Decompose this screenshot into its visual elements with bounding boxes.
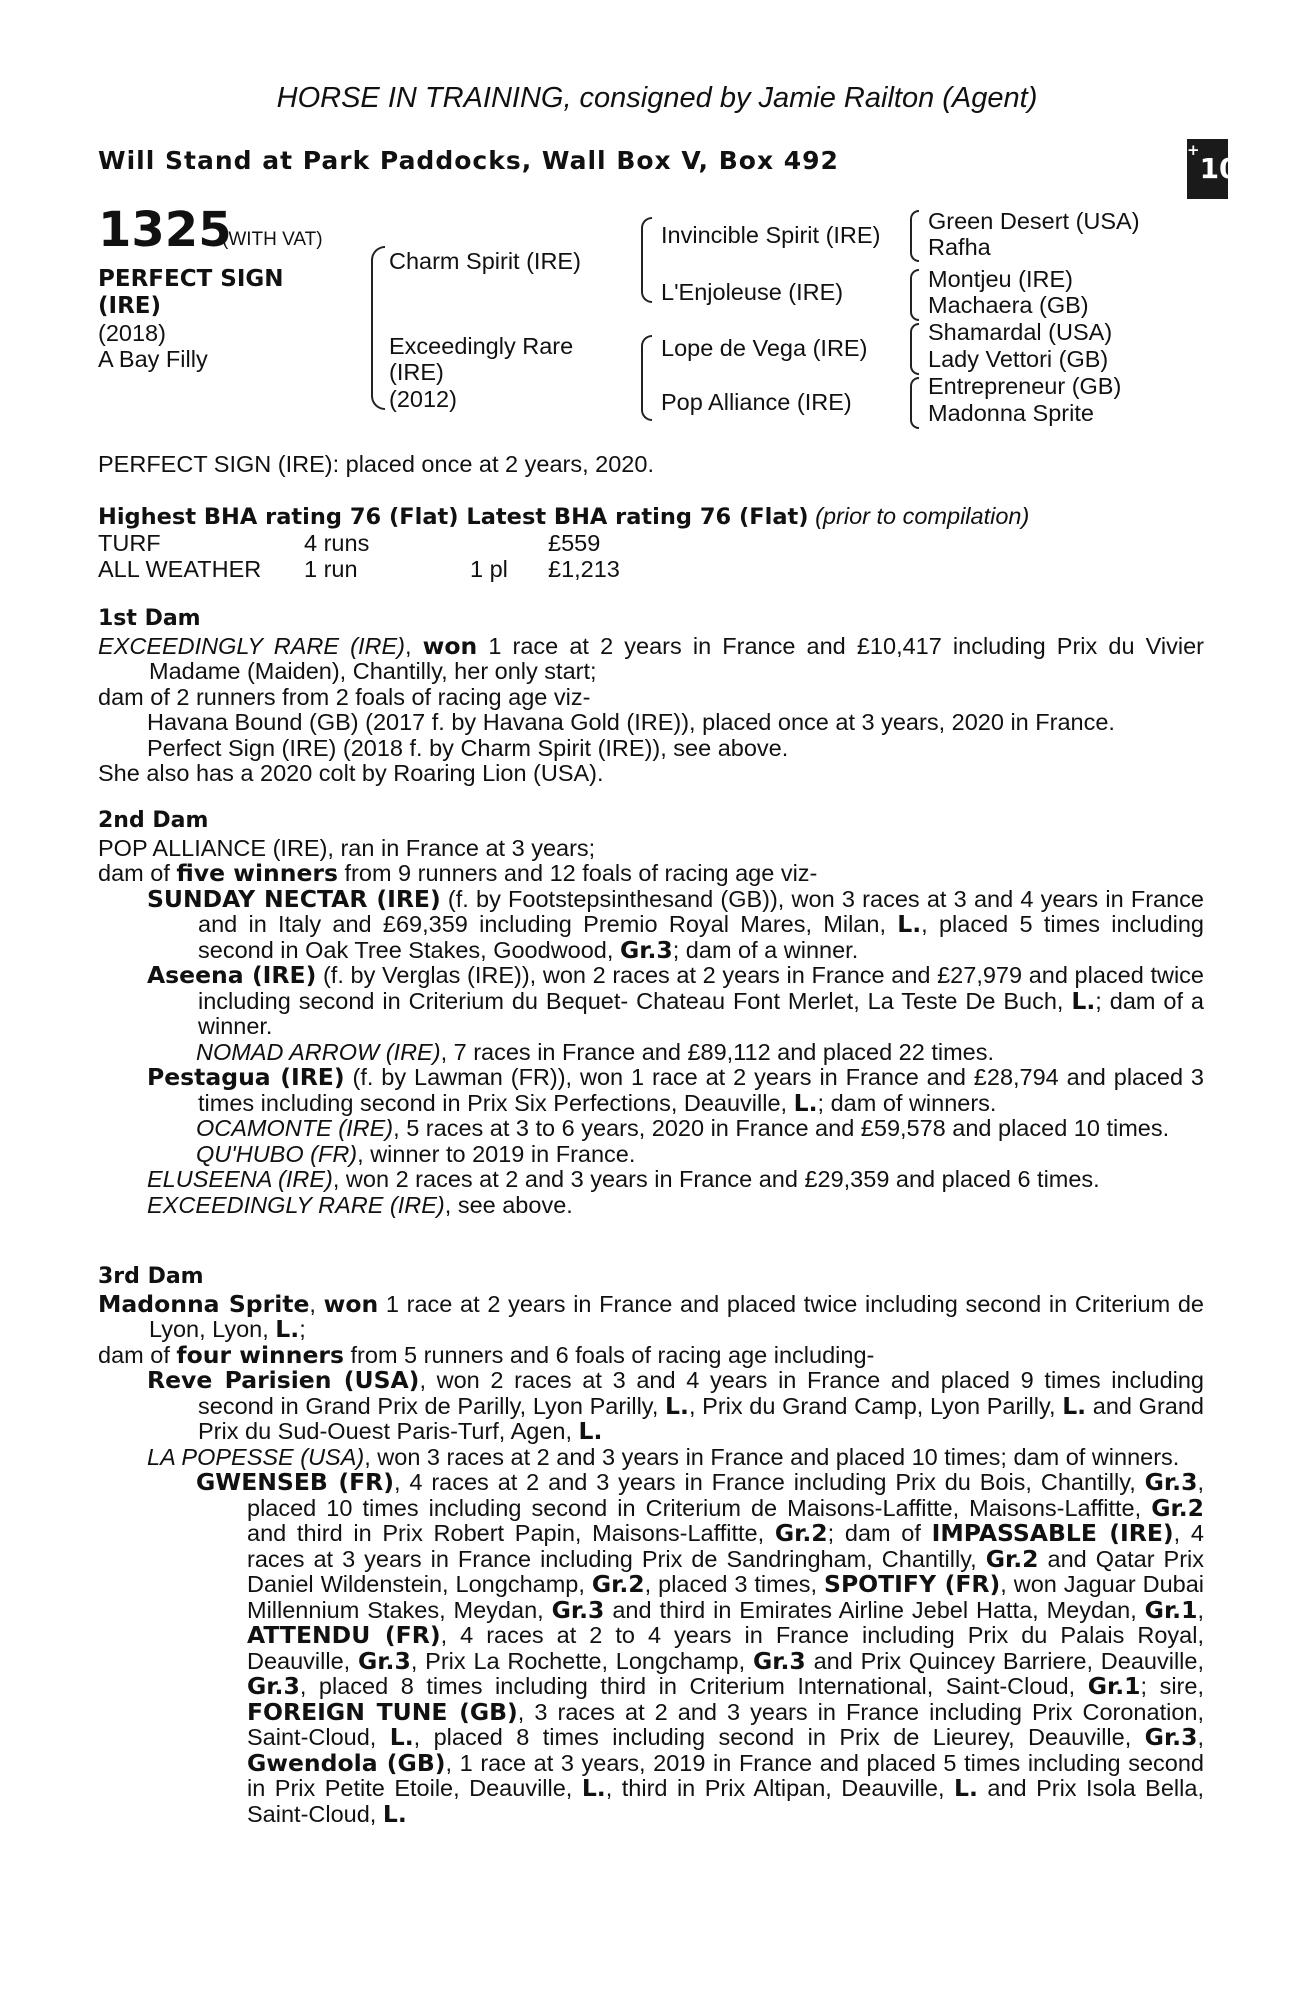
pedigree-brace: [910, 269, 919, 321]
third-dam-section: [98, 1264, 1204, 1827]
t: ; sire,: [1140, 1673, 1204, 1699]
dam-record: 1 race at 2 years in France and £10,417 including Prix du Vivier Madame (Maiden), Chantilly, her only start;: [149, 632, 1204, 684]
produce-name: ATTENDU (FR): [247, 1621, 441, 1649]
first-dam-heading: 1st Dam: [98, 606, 201, 631]
produce-eluseena: [98, 1167, 1204, 1193]
produce-name: FOREIGN TUNE (GB): [247, 1697, 518, 1726]
t: , Prix du Grand Camp, Lyon Parilly,: [688, 1392, 1063, 1419]
t: from 9 runners and 12 foals of racing age viz-: [337, 860, 818, 886]
t: 1 race at 2 years in France and placed twice including second in Criterium de Lyon, Lyon,: [149, 1290, 1204, 1342]
pedigree-g3-3: Montjeu (IRE): [928, 266, 1073, 292]
pedigree-brace: [910, 210, 919, 262]
produce-name: SPOTIFY (FR): [824, 1570, 1001, 1598]
t: , 4 races at 2 and 3 years in France including Prix du Bois, Chantilly,: [393, 1469, 1145, 1495]
pedigree-g3-6: Lady Vettori (GB): [928, 346, 1109, 372]
session-badge: [1187, 139, 1239, 199]
listed-label: L.: [793, 1088, 818, 1117]
t: , see above.: [444, 1191, 573, 1218]
produce-nomad-arrow: [98, 1040, 1204, 1066]
group-label: Gr.3: [1144, 1468, 1198, 1496]
pedigree-granddam: L'Enjoleuse (IRE): [661, 279, 844, 305]
first-dam-note: She also has a 2020 colt by Roaring Lion (USA).: [98, 760, 604, 786]
group-label: Gr.3: [752, 1646, 806, 1675]
produce-exceedingly-rare: [98, 1193, 1204, 1219]
pedigree-g3-8: Madonna Sprite: [928, 400, 1094, 426]
record-placed-2: 1 pl: [470, 556, 508, 582]
pedigree-bracket: [641, 217, 652, 303]
listed-label: L.: [1071, 986, 1096, 1015]
group-label: Gr.3: [619, 935, 673, 964]
pedigree-g3-4: Machaera (GB): [928, 292, 1089, 318]
produce-la-popesse: [98, 1445, 1204, 1471]
pedigree-bracket: [641, 335, 652, 421]
vat-note: (WITH VAT): [222, 229, 323, 250]
produce-name: Aseena (IRE): [147, 961, 317, 989]
listed-label: L.: [578, 1417, 603, 1445]
t: and Qatar Prix Daniel Wildenstein, Longchamp,: [247, 1545, 1205, 1597]
produce-name: EXCEEDINGLY RARE (IRE): [147, 1191, 445, 1218]
t: and third in Prix Robert Papin, Maisons-Laffitte,: [247, 1520, 775, 1546]
t: and Prix Quincey Barriere, Deauville,: [805, 1647, 1204, 1674]
pedigree-g3-7: Entrepreneur (GB): [928, 373, 1122, 399]
produce-name: SUNDAY NECTAR (IRE): [147, 884, 441, 913]
t: ,: [1197, 1724, 1204, 1750]
dam-name: EXCEEDINGLY RARE (IRE): [98, 632, 405, 659]
t: and Prix Isola Bella, Saint-Cloud,: [247, 1775, 1204, 1827]
t: , 1 race at 3 years, 2019 in France and placed 5 times including second in Prix Petite Etoile, Deauville,: [247, 1749, 1204, 1801]
pedigree-dam-line2: (IRE): [389, 359, 444, 385]
won-label: won: [422, 631, 478, 660]
bha-ratings: [98, 503, 1029, 530]
listed-label: L.: [1062, 1391, 1087, 1420]
t: and Grand Prix du Sud-Ouest Paris-Turf, Agen,: [198, 1392, 1204, 1444]
listed-label: L.: [897, 910, 922, 938]
produce-name: ELUSEENA (IRE): [147, 1166, 333, 1192]
group-label: Gr.3: [247, 1672, 300, 1700]
pedigree-g3-5: Shamardal (USA): [928, 319, 1113, 345]
pedigree-dam-line1: Exceedingly Rare: [389, 333, 574, 359]
t: (f. by Footstepsinthesand (GB)), won 3 races at 3 and 4 years in France and in Italy and £69,359 including Premio Royal Mares, Milan,: [198, 885, 1204, 937]
group-label: Gr.2: [591, 1570, 645, 1598]
winners-count: four winners: [176, 1340, 344, 1369]
t: ; dam of a winner.: [672, 936, 859, 963]
third-dam-heading: 3rd Dam: [98, 1264, 204, 1289]
won-label: won: [323, 1289, 379, 1318]
pedigree-damsire: Lope de Vega (IRE): [661, 335, 868, 361]
pedigree-bracket: [371, 246, 385, 410]
stand-location: Will Stand at Park Paddocks, Wall Box V, Box 492: [98, 146, 839, 175]
pedigree-g3-2: Rafha: [928, 234, 991, 260]
t: , placed 8 times including third in Criterium International, Saint-Cloud,: [299, 1673, 1088, 1699]
record-surface-2: ALL WEATHER: [98, 556, 262, 582]
horse-sex: A Bay Filly: [98, 346, 208, 372]
horse-year: (2018): [98, 320, 166, 346]
first-dam-produce-intro: dam of 2 runners from 2 foals of racing age viz-: [98, 683, 591, 710]
group-label: Gr.1: [1087, 1672, 1141, 1700]
pedigree-brace: [910, 377, 919, 429]
record-prize-2: £1,213: [548, 556, 620, 582]
t: , won 3 races at 2 and 3 years in France and placed 10 times; dam of winners.: [364, 1443, 1180, 1470]
second-dam-produce-intro: [98, 861, 1204, 887]
produce-perfect-sign: Perfect Sign (IRE) (2018 f. by Charm Spirit (IRE)), see above.: [147, 734, 789, 761]
produce-reve-parisien: [98, 1368, 1204, 1445]
produce-gwenseb: [98, 1470, 1204, 1827]
produce-aseena: [98, 963, 1204, 1040]
produce-havana-bound: Havana Bound (GB) (2017 f. by Havana Gold (IRE)), placed once at 3 years, 2020 in France.: [147, 709, 1115, 735]
produce-name: LA POPESSE (USA): [147, 1443, 365, 1470]
t: , placed 8 times including second in Prix de Lieurey, Deauville,: [413, 1724, 1145, 1750]
produce-name: NOMAD ARROW (IRE): [196, 1038, 441, 1065]
t: ,: [1197, 1596, 1204, 1623]
t: , placed 5 times including second in Oak Tree Stakes, Goodwood,: [198, 911, 1204, 963]
t: , winner to 2019 in France.: [357, 1140, 636, 1167]
t: , 3 races at 2 and 3 years in France including Prix Coronation, Saint-Cloud,: [247, 1698, 1204, 1750]
t: , won 2 races at 3 and 4 years in France and placed 9 times including second in Grand Prix de Parilly, Lyon Parilly,: [198, 1367, 1204, 1419]
produce-name: OCAMONTE (IRE): [196, 1115, 394, 1141]
t: ; dam of: [827, 1520, 932, 1546]
t: , won Jaguar Dubai Millennium Stakes, Meydan,: [247, 1571, 1205, 1623]
t: from 5 runners and 6 foals of racing age including-: [344, 1341, 875, 1368]
produce-name: GWENSEB (FR): [196, 1468, 394, 1496]
group-label: Gr.3: [551, 1595, 605, 1624]
t: , placed 10 times including second in Criterium de Maisons-Laffitte, Maisons-Laffitte,: [247, 1469, 1204, 1521]
second-dam-section: [98, 808, 1204, 1218]
produce-sunday-nectar: [98, 884, 1204, 964]
pedigree-brace: [910, 323, 919, 375]
bha-ratings-note: (prior to compilation): [815, 503, 1030, 529]
t: , 5 races at 3 to 6 years, 2020 in France and £59,578 and placed 10 times.: [393, 1115, 1170, 1141]
group-label: Gr.1: [1144, 1595, 1198, 1624]
t: , 7 races in France and £89,112 and placed 22 times.: [440, 1038, 995, 1065]
pedigree-dams-dam: Pop Alliance (IRE): [661, 389, 852, 415]
listed-label: L.: [953, 1774, 978, 1802]
produce-name: Gwendola (GB): [247, 1748, 446, 1777]
listed-label: L.: [389, 1723, 414, 1751]
t: , 4 races at 2 to 4 years in France including Prix du Palais Royal, Deauville,: [247, 1622, 1205, 1674]
record-runs-2: 1 run: [304, 556, 358, 582]
winners-count: five winners: [176, 859, 338, 887]
t: , third in Prix Altipan, Deauville,: [605, 1775, 954, 1801]
horse-country: (IRE): [98, 293, 162, 319]
t: , 4 races at 3 years in France including Prix de Sandringham, Chantilly,: [247, 1520, 1204, 1572]
t: (f. by Lawman (FR)), won 1 race at 2 years in France and £28,794 and placed 3 times including second in Prix Six Perfections, Deauville,: [198, 1064, 1204, 1116]
group-label: Gr.3: [358, 1646, 411, 1675]
produce-name: QU'HUBO (FR): [196, 1140, 358, 1167]
pedigree-grandsire: Invincible Spirit (IRE): [661, 222, 881, 248]
record-runs-1: 4 runs: [304, 530, 370, 556]
produce-quhubo: [98, 1142, 1204, 1168]
t: (f. by Verglas (IRE)), won 2 races at 2 years in France and £27,979 and placed twice including second in Criterium du Bequet- Chateau Font Merlet, La Teste De Buch,: [198, 962, 1205, 1014]
page-heading: HORSE IN TRAINING, consigned by Jamie Railton (Agent): [276, 82, 1038, 114]
horse-name: PERFECT SIGN: [98, 266, 284, 292]
group-label: Gr.2: [774, 1519, 828, 1547]
t: , placed 3 times,: [644, 1571, 825, 1597]
group-label: Gr.2: [1151, 1493, 1204, 1522]
second-dam-entry: POP ALLIANCE (IRE), ran in France at 3 years;: [98, 834, 596, 861]
produce-name: Reve Parisien (USA): [147, 1366, 420, 1394]
t: , won 2 races at 2 and 3 years in France and £29,359 and placed 6 times.: [332, 1166, 1100, 1192]
listed-label: L.: [665, 1391, 689, 1420]
t: , Prix La Rochette, Longchamp,: [410, 1647, 753, 1674]
group-label: Gr.3: [1144, 1723, 1198, 1751]
record-surface-1: TURF: [98, 530, 161, 556]
bha-ratings-text: Highest BHA rating 76 (Flat) Latest BHA rating 76 (Flat): [98, 504, 809, 530]
horse-summary: PERFECT SIGN (IRE): placed once at 2 years, 2020.: [98, 451, 654, 477]
pedigree-g3-1: Green Desert (USA): [928, 208, 1140, 234]
t: dam of: [98, 860, 177, 886]
dam-name: Madonna Sprite: [98, 1289, 310, 1318]
third-dam-entry: [98, 1289, 1204, 1343]
t: ;: [299, 1316, 306, 1342]
dagger-icon: +: [1187, 141, 1200, 159]
pedigree-sire: Charm Spirit (IRE): [389, 248, 581, 274]
lot-number: 1325: [98, 202, 232, 258]
produce-ocamonte: [98, 1116, 1204, 1142]
first-dam-section: [98, 606, 1204, 787]
t: dam of: [98, 1341, 177, 1368]
listed-label: L.: [275, 1315, 300, 1343]
third-dam-produce-intro: [98, 1340, 1204, 1369]
second-dam-heading: 2nd Dam: [98, 808, 209, 833]
group-label: Gr.2: [985, 1544, 1039, 1573]
t: ; dam of a winner.: [198, 987, 1205, 1039]
produce-name: Pestagua (IRE): [147, 1063, 345, 1091]
t: ,: [309, 1290, 324, 1317]
badge-number: 10: [1199, 152, 1239, 185]
produce-name: IMPASSABLE (IRE): [931, 1519, 1174, 1547]
sep: ,: [404, 632, 423, 659]
produce-pestagua: [98, 1065, 1204, 1116]
listed-label: L.: [581, 1774, 606, 1802]
t: ; dam of winners.: [817, 1089, 997, 1116]
pedigree-dam-line3: (2012): [389, 386, 457, 412]
record-prize-1: £559: [548, 530, 601, 556]
t: and third in Emirates Airline Jebel Hatta, Meydan,: [604, 1596, 1145, 1623]
first-dam-entry: [98, 631, 1204, 685]
listed-label: L.: [382, 1799, 407, 1828]
